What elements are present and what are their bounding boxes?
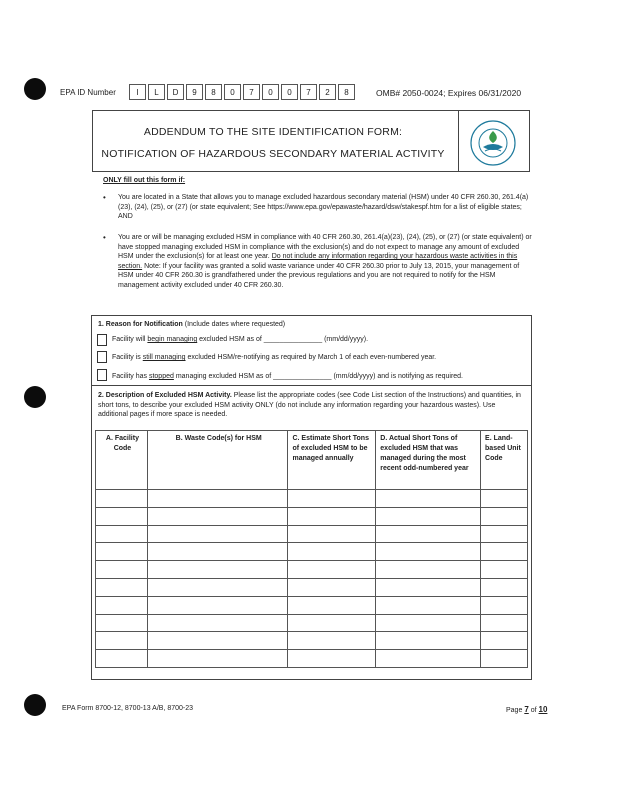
epa-id-char[interactable]: 8: [338, 84, 355, 100]
table-row: [96, 543, 528, 561]
only-fill-heading: ONLY fill out this form if:: [103, 177, 186, 184]
section2-text: Please list the appropriate codes (see Code List section of the Instructions) and quantities, in short tons, to describe your excluded HSM activity ONLY (do not include any information regarding your hazardous wastes). Use additional pages if more space is needed.: [98, 392, 521, 418]
epa-id-char[interactable]: 0: [262, 84, 279, 100]
table-cell[interactable]: [288, 543, 376, 561]
intro-bullet-1: You are located in a State that allows you to manage excluded hazardous secondary material (HSM) under 40 CFR 260.30, 261.4(a)(23), (24), (25), or (27) (or state equivalent; See https://www.epa.gov/epawaste/hazard/dsw/stakespf.htm for a list of eligible states; AND: [118, 194, 529, 221]
table-cell[interactable]: [481, 632, 528, 650]
option-begin-managing: Facility will begin managing excluded HSM as of _______________ (mm/dd/yyyy).: [112, 336, 369, 343]
bullet-icon: •: [103, 193, 106, 202]
table-cell[interactable]: [147, 561, 288, 579]
table-cell[interactable]: [376, 578, 481, 596]
table-cell[interactable]: [376, 596, 481, 614]
bullet2-pre: You are or will be managing excluded HSM in compliance with 40 CFR 260.30, 261.4(a)(23), (24), (25), or (27) (or state equivalent) or have stopped managing excluded HSM in compliance with the exclusion(s) and do not expect to manage any amount of excluded HSM under the exclusion(s) for at least one year.: [118, 234, 532, 261]
omb-number: OMB# 2050-0024; Expires 06/31/2020: [376, 88, 522, 98]
form-title-line2: NOTIFICATION OF HAZARDOUS SECONDARY MATERIAL ACTIVITY: [101, 148, 445, 160]
table-row: [96, 525, 528, 543]
table-cell[interactable]: [96, 596, 148, 614]
table-cell[interactable]: [288, 507, 376, 525]
title-divider: [458, 111, 459, 171]
table-cell[interactable]: [288, 561, 376, 579]
page-indicator: Page 7 of 10: [506, 705, 548, 714]
table-cell[interactable]: [288, 596, 376, 614]
section1-title: [98, 321, 285, 328]
col-waste-codes: B. Waste Code(s) for HSM: [147, 431, 288, 490]
page-number: 7: [524, 705, 529, 714]
form-title-line1: ADDENDUM TO THE SITE IDENTIFICATION FORM:: [143, 126, 403, 138]
table-row: [96, 614, 528, 632]
epa-id-char[interactable]: 2: [319, 84, 336, 100]
option-stopped-managing: Facility has stopped managing excluded HSM as of _______________ (mm/dd/yyyy) and is notifying as required.: [112, 373, 464, 380]
option-still-managing: Facility is still managing excluded HSM/re-notifying as required by March 1 of each even-numbered year.: [112, 354, 437, 361]
section2-description: [98, 391, 526, 420]
col-estimate-tons: C. Estimate Short Tons of excluded HSM to be managed annually: [288, 431, 376, 490]
title-box: [92, 110, 530, 172]
epa-id-char[interactable]: 9: [186, 84, 203, 100]
bullet2-underlined: Do not include any information regarding your hazardous waste activities in this section.: [118, 253, 518, 270]
table-cell[interactable]: [96, 490, 148, 508]
table-cell[interactable]: [147, 578, 288, 596]
table-cell[interactable]: [288, 525, 376, 543]
table-cell[interactable]: [481, 507, 528, 525]
table-row: [96, 490, 528, 508]
epa-id-char[interactable]: 7: [300, 84, 317, 100]
section-divider: [92, 385, 531, 386]
epa-seal-icon: [469, 119, 517, 167]
section1-title-bold: 1. Reason for Notification: [98, 321, 183, 328]
table-cell[interactable]: [96, 525, 148, 543]
table-cell[interactable]: [96, 578, 148, 596]
table-cell[interactable]: [147, 507, 288, 525]
stopped-managing-checkbox[interactable]: [97, 369, 107, 381]
col-land-unit-code: E. Land-based Unit Code: [481, 431, 528, 490]
table-row: [96, 578, 528, 596]
binder-hole-middle: [24, 386, 46, 408]
sections-box: [91, 315, 532, 680]
table-cell[interactable]: [481, 650, 528, 668]
table-cell[interactable]: [376, 632, 481, 650]
table-cell[interactable]: [481, 525, 528, 543]
table-cell[interactable]: [96, 507, 148, 525]
bullet2-post: Note: If your facility was granted a solid waste variance under 40 CFR 260.30 prior to July 13, 2015, your management of HSM under 40 CFR 260.30 is grandfathered under the previous regulations and you are not required to notify for the HSM management activity excluded under 40 CFR 260.30.: [118, 262, 520, 289]
table-cell[interactable]: [376, 490, 481, 508]
table-row: [96, 596, 528, 614]
table-cell[interactable]: [376, 525, 481, 543]
table-cell[interactable]: [147, 614, 288, 632]
table-cell[interactable]: [288, 578, 376, 596]
bullet-icon: •: [103, 233, 106, 242]
form-number: EPA Form 8700-12, 8700-13 A/B, 8700-23: [62, 705, 194, 712]
table-cell[interactable]: [147, 596, 288, 614]
table-cell[interactable]: [288, 614, 376, 632]
table-cell[interactable]: [481, 578, 528, 596]
epa-id-char[interactable]: 0: [224, 84, 241, 100]
table-cell[interactable]: [481, 561, 528, 579]
table-cell[interactable]: [376, 650, 481, 668]
epa-id-char[interactable]: 8: [205, 84, 222, 100]
epa-id-char[interactable]: 7: [243, 84, 260, 100]
epa-id-char[interactable]: 0: [281, 84, 298, 100]
binder-hole-bottom: [24, 694, 46, 716]
table-cell[interactable]: [147, 525, 288, 543]
epa-id-char[interactable]: L: [148, 84, 165, 100]
table-row: [96, 507, 528, 525]
table-cell[interactable]: [481, 614, 528, 632]
table-row: [96, 632, 528, 650]
epa-id-char[interactable]: I: [129, 84, 146, 100]
table-cell[interactable]: [96, 543, 148, 561]
col-actual-tons: D. Actual Short Tons of excluded HSM that was managed during the most recent odd-numbered year: [376, 431, 481, 490]
section2-title: 2. Description of Excluded HSM Activity.: [98, 392, 232, 399]
table-cell[interactable]: [147, 650, 288, 668]
table-cell[interactable]: [288, 632, 376, 650]
table-cell[interactable]: [376, 561, 481, 579]
table-header-row: [96, 431, 528, 490]
total-pages: 10: [538, 705, 548, 714]
table-cell[interactable]: [96, 650, 148, 668]
table-cell[interactable]: [481, 490, 528, 508]
epa-id-label: EPA ID Number: [60, 88, 116, 97]
table-row: [96, 561, 528, 579]
col-facility-code: A. Facility Code: [96, 431, 148, 490]
epa-id-char[interactable]: D: [167, 84, 184, 100]
table-cell[interactable]: [96, 614, 148, 632]
table-row: [96, 650, 528, 668]
intro-bullet-2: [118, 233, 536, 291]
table-cell[interactable]: [481, 596, 528, 614]
still-managing-checkbox[interactable]: [97, 351, 107, 363]
section1-title-note: (Include dates where requested): [184, 321, 286, 328]
table-cell[interactable]: [147, 490, 288, 508]
table-cell[interactable]: [96, 632, 148, 650]
table-cell[interactable]: [376, 614, 481, 632]
table-cell[interactable]: [376, 507, 481, 525]
table-cell[interactable]: [481, 543, 528, 561]
table-cell[interactable]: [288, 650, 376, 668]
binder-hole-top: [24, 78, 46, 100]
table-cell[interactable]: [288, 490, 376, 508]
begin-managing-checkbox[interactable]: [97, 334, 107, 346]
table-cell[interactable]: [147, 543, 288, 561]
table-cell[interactable]: [147, 632, 288, 650]
table-cell[interactable]: [96, 561, 148, 579]
hsm-activity-table: [95, 430, 528, 668]
table-cell[interactable]: [376, 543, 481, 561]
epa-id-boxes: [129, 84, 357, 100]
